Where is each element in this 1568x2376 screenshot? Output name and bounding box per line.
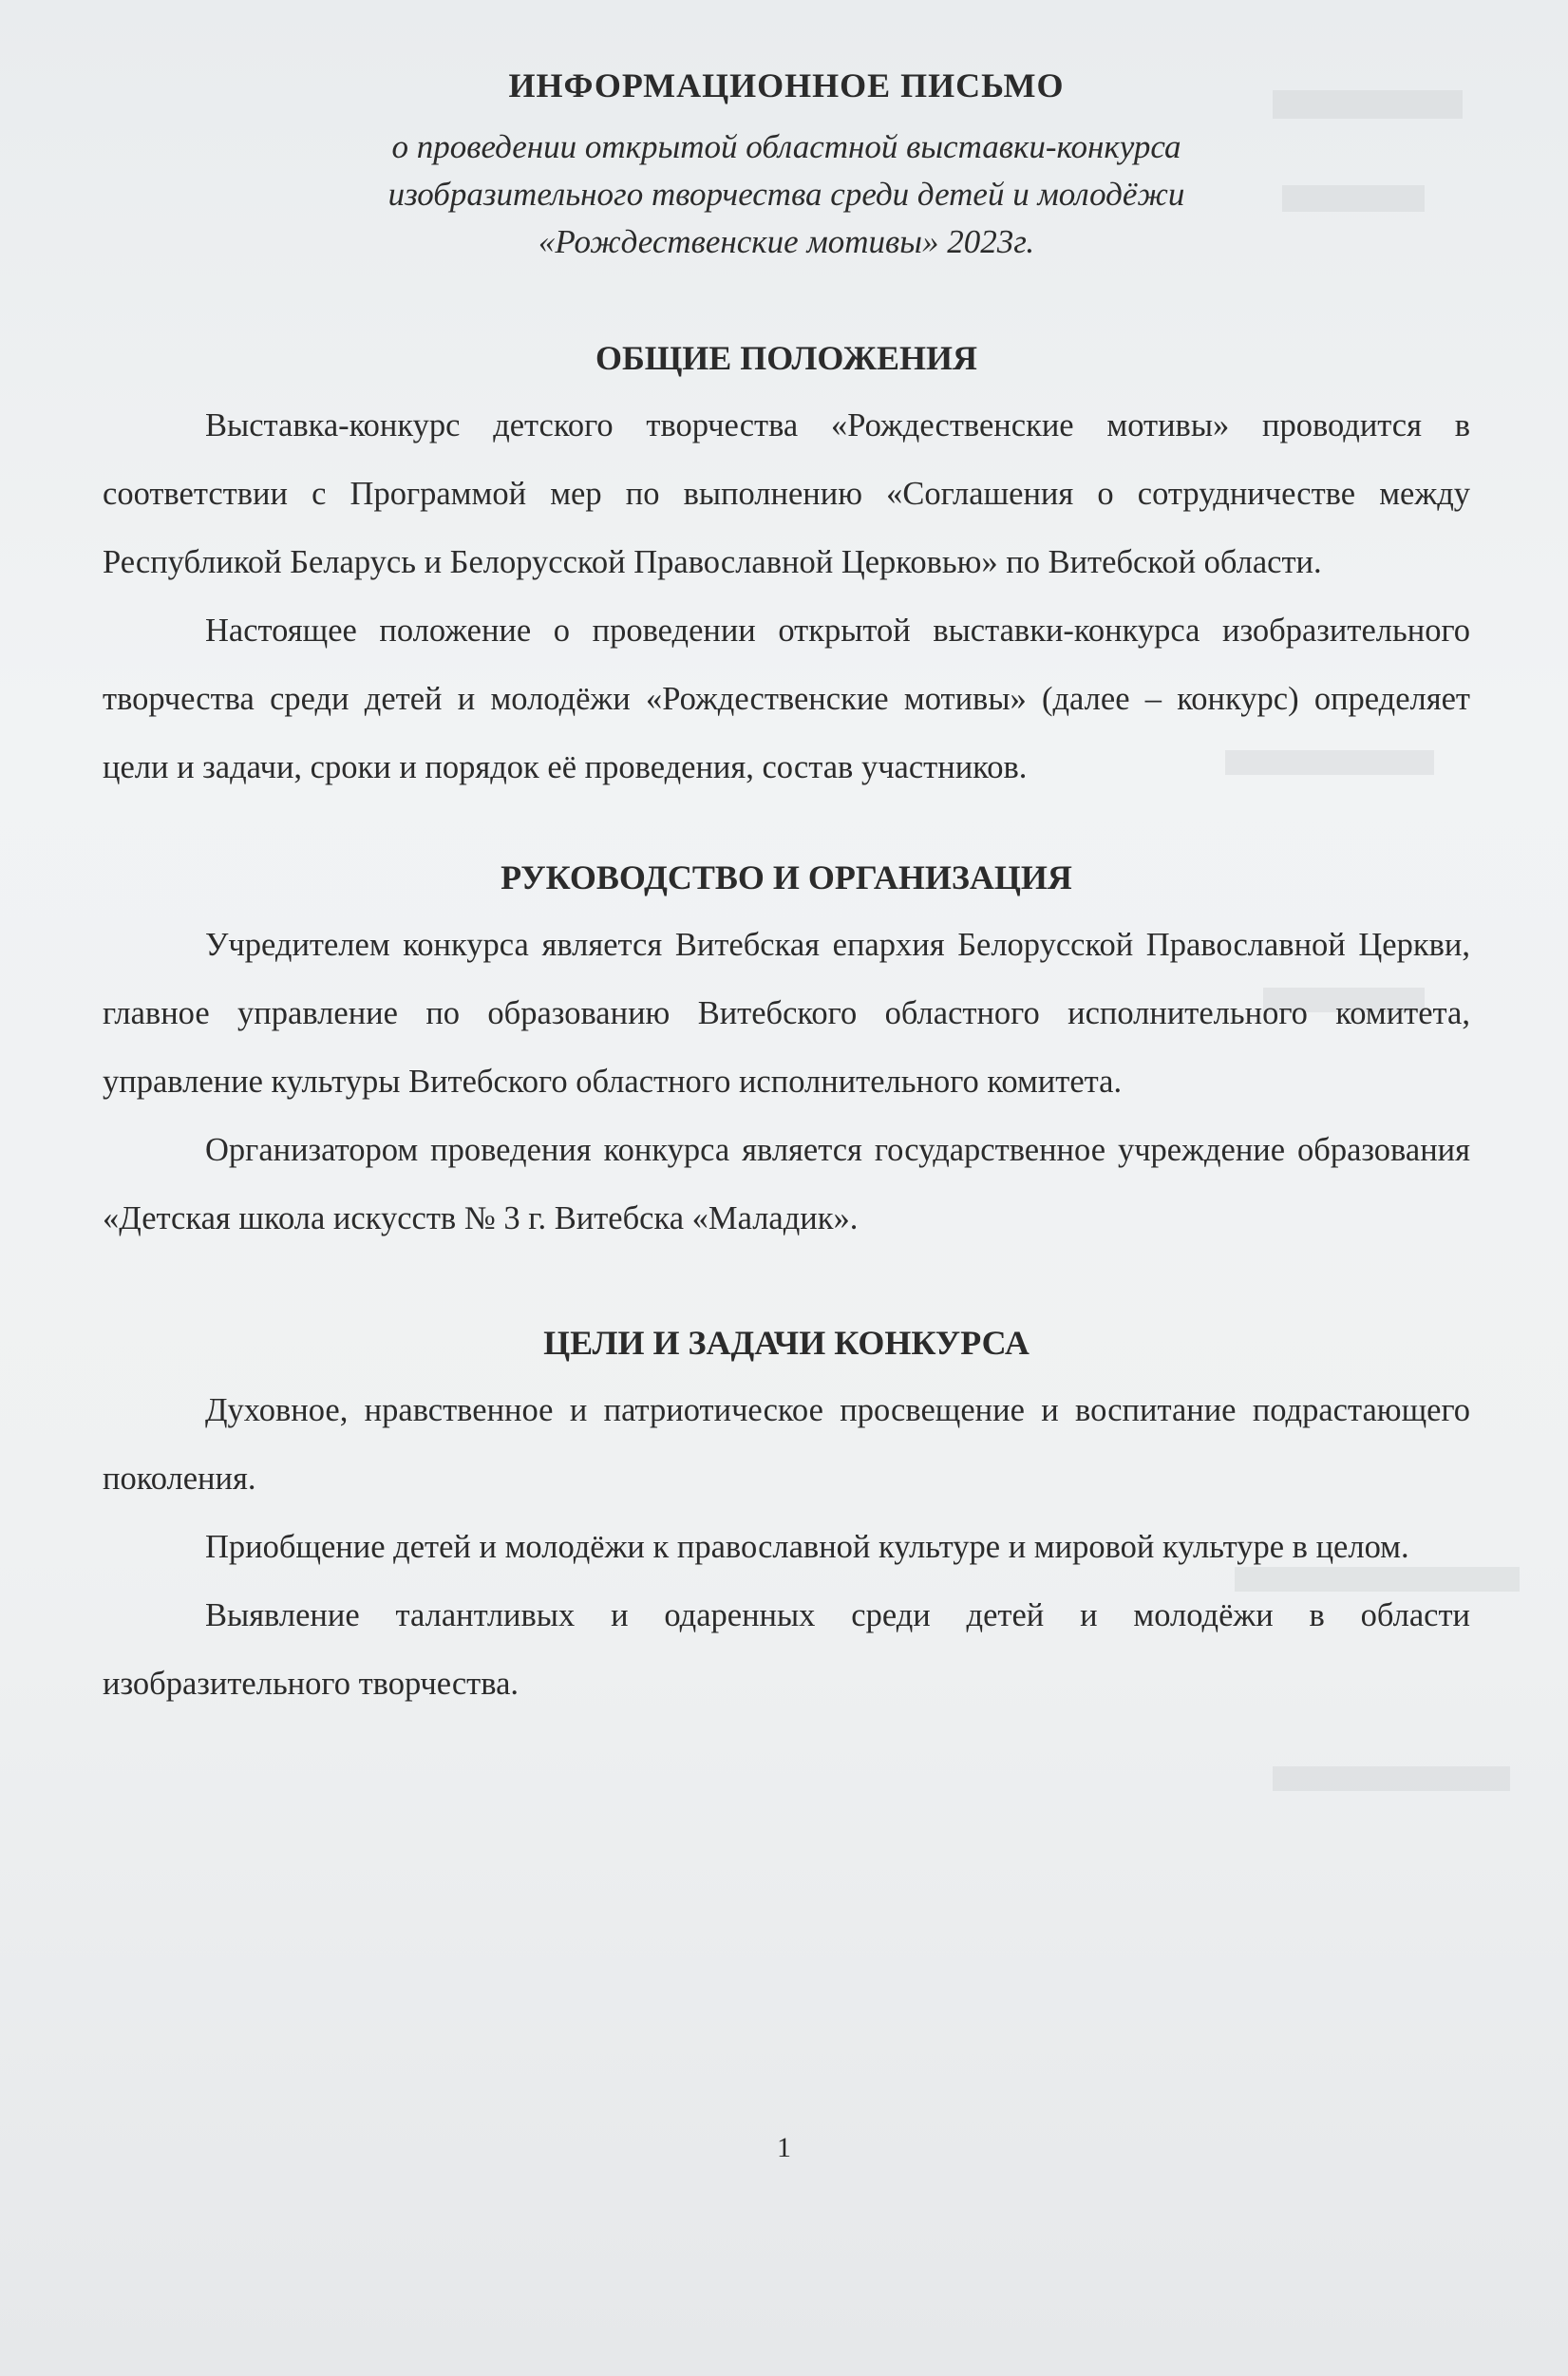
section-heading: ЦЕЛИ И ЗАДАЧИ КОНКУРСА [543,1324,1030,1362]
paragraph: Настоящее положение о проведении открытой выставки-конкурса изобразительного творчества среди детей и молодёжи «Рождественские мотивы» (далее – конкурс) определяет цели и задачи, сроки и порядок её проведения, состав участников. [103,613,1470,785]
section-goals [103,1310,1470,1718]
subtitle-line: изобразительного творчества среди детей и молодёжи [387,176,1185,213]
bleed-through-shadow [1273,1766,1510,1791]
letter-title: ИНФОРМАЦИОННОЕ ПИСЬМО [508,66,1065,104]
subtitle-line: «Рождественские мотивы» 2023г. [538,223,1035,260]
paragraph: Выставка-конкурс детского творчества «Рождественские мотивы» проводится в соответствии с Программой мер по выполнению «Соглашения о сотрудничестве между Республикой Беларусь и Белорусской Православной Церковью» по Витебской области. [103,407,1470,580]
letter-body [103,57,1470,1718]
section-heading: РУКОВОДСТВО И ОРГАНИЗАЦИЯ [501,858,1072,896]
subtitle-line: о проведении открытой областной выставки-конкурса [391,128,1181,165]
section-heading: ОБЩИЕ ПОЛОЖЕНИЯ [595,339,978,377]
paragraph: Организатором проведения конкурса является государственное учреждение образования «Детская школа искусств № 3 г. Витебска «Маладик». [103,1132,1470,1236]
paragraph: Духовное, нравственное и патриотическое просвещение и воспитание подрастающего поколения. [103,1392,1470,1497]
paragraph: Выявление талантливых и одаренных среди детей и молодёжи в области изобразительного творчества. [103,1597,1470,1702]
section-management [103,844,1470,1253]
paragraph: Приобщение детей и молодёжи к православной культуре и мировой культуре в целом. [205,1529,1409,1565]
letter-subtitle [103,123,1470,266]
section-general [103,325,1470,801]
page-number: 1 [777,2132,791,2163]
paragraph: Учредителем конкурса является Витебская епархия Белорусской Православной Церкви, главное управление по образованию Витебского областного исполнительного комитета, управление культуры Витебского областного исполнительного комитета. [103,927,1470,1100]
